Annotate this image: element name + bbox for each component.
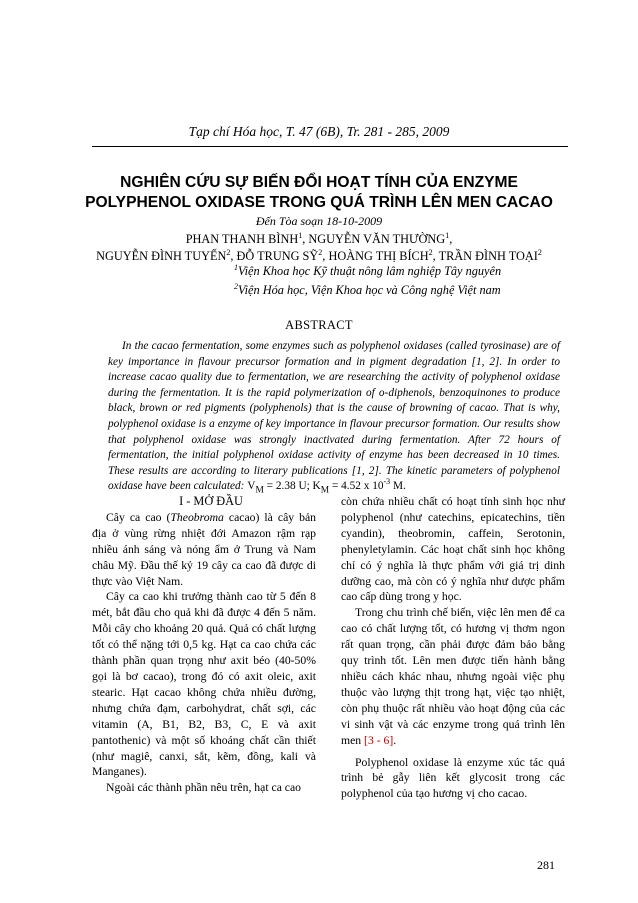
title-line-1: NGHIÊN CỨU SỰ BIẾN ĐỔI HOẠT TÍNH CỦA ENZYME [120,174,518,191]
author-name: TRẦN ĐÌNH TOẠI [438,249,538,263]
affiliation-text: Viện Hóa học, Viện Khoa học và Công nghệ Việt nam [238,283,501,297]
journal-header: Tạp chí Hóa học, T. 47 (6B), Tr. 281 - 285, 2009 [188,124,450,139]
reference-link[interactable]: [3 - 6] [364,733,394,747]
paragraph: còn chứa nhiều chất có hoạt tính sinh học như polyphenol (như catechins, epicatechins, tiền cyandin), theobromin, caffein, Serotonin, phenyletylamin. Các hoạt chất sinh học không chỉ có ý nghĩa là thực phẩm với giá trị dinh dưỡng cao, mà còn có ý nghĩa như dược phẩm cao cấp dùng trong y học. [341,495,565,604]
title-line-2: POLYPHENOL OXIDASE TRONG QUÁ TRÌNH LÊN MEN CACAO [85,194,553,211]
affiliation-1 [234,264,614,279]
page-number: 281 [537,858,555,872]
author-line-2: NGUYỄN ĐÌNH TUYẾN$^2$, ĐỖ TRUNG SỸ$^2$, HOÀNG THỊ BÍCH$^2$, TRẦN ĐÌNH TOẠI$^2$ [96,247,542,263]
author-name: HOÀNG THỊ BÍCH [328,249,429,263]
paper-title [0,173,638,213]
left-column [92,494,316,796]
abstract-text: In the cacao fermentation, some enzymes such as polyphenol oxidases (called tyrosinase) are of key importance in flavour precursor formation and in pigment degradation [1, 2]. In order to increase cacao quality due to fermentation, we are researching the activity of polyphenol oxidase during the fermentation. It is the rapid polymerization of o-diphenols, benzoquinones to produce black, brown or red pigments (polyphenols) that is the cause of browning of cacao. That is why, polyphenol oxidase is a enzyme of key importance in flavour precursor formation. Our results show that polyphenol oxidase was strongly inactivated during fermentation. After 72 hours of fermentation, the initial polyphenol oxidase activity of enzyme has been decreased in 10 times. These results are according to literary publications [1, 2]. The kinetic parameters of polyphenol oxidase have been calculated: [108,340,560,493]
section-heading: I - MỞ ĐẦU [179,494,243,508]
header-rule [92,146,568,147]
abstract-heading: ABSTRACT [285,318,353,332]
affiliation-sup: 2 [234,281,238,291]
author-name: NGUYỄN VĂN THƯỜNG [308,232,446,246]
received-date: Đến Tòa soạn 18-10-2009 [255,214,383,228]
paragraph: Ngoài các thành phần nêu trên, hạt ca cao [106,781,302,795]
paragraph: Cây ca cao (Theobroma cacao) là cây bản địa ở vùng rừng nhiệt đới Amazon rậm rạp nhiều ánh sáng và nóng ẩm ở Trung và Nam châu Mỹ. Đầu thế kỷ 19 cây ca cao đã được di thực vào Việt Nam. [92,510,317,588]
author-name: PHAN THANH BÌNH [185,232,299,246]
affiliation-text: Viện Khoa học Kỹ thuật nông lâm nghiệp Tây nguyên [238,264,502,278]
author-list [0,231,638,265]
author-name: NGUYỄN ĐÌNH TUYẾN [96,249,227,263]
paragraph: Cây ca cao khi trưởng thành cao từ 5 đến 8 mét, bắt đầu cho quả khi đã được 4 đến 5 năm. Mỗi cây cho khoảng 20 quả. Quả có chất lượng tốt có thể nặng tới 0,5 kg. Hạt ca cao chứa các thành phần quan trọng như axit béo (40-50% gọi là bơ cacao), trong đó có axit oleic, axit stearic. Hạt cacao không chứa nhiều đường, nhưng chứa đạm, carbohydrat, chất sợi, các vitamin (A, B1, B2, B3, C, E và axit pantothenic) và một số khoáng chất cần thiết (như magiê, canxi, sắt, kẽm, đồng, kali và Manganes). [92,590,316,779]
abstract-body [108,339,560,499]
author-affil-sup: 1 [298,230,303,240]
paragraph: Polyphenol oxidase là enzyme xúc tác quá trình bẻ gẫy liên kết glycosit trong các polyphenol của tạo hương vị cho cacao. [341,755,565,801]
author-name: ĐỖ TRUNG SỸ [236,249,319,263]
author-affil-sup: 2 [428,247,433,257]
kinetic-params: $V_M = 2.38$ U; $K_M = 4.52$ x $10^{-3}$ M. [247,477,406,496]
author-affil-sup: 2 [226,247,231,257]
author-line-1: PHAN THANH BÌNH$^1$, NGUYỄN VĂN THƯỜNG$^1$, [185,230,453,246]
author-affil-sup: 2 [537,247,542,257]
author-affil-sup: 2 [318,247,323,257]
affiliation-2 [234,283,614,298]
author-affil-sup: 1 [445,230,450,240]
right-column [341,494,565,802]
affiliation-sup: 1 [234,262,238,272]
paragraph: Trong chu trình chế biến, việc lên men để ca cao có chất lượng tốt, có hương vị thơm ngon rất quan trọng, cần phải được đảm bảo bằng quy trình tốt. Lên men được tiến hành bằng nhiều cách khác nhau, nhưng ngoài việc phụ thuộc vào lượng thịt trong hạt, việc tạo nhiệt, còn phụ thuộc rất nhiều vào hoạt động của các vi sinh vật và các enzyme trong quá trình lên men [3 - 6]. [341,606,565,747]
